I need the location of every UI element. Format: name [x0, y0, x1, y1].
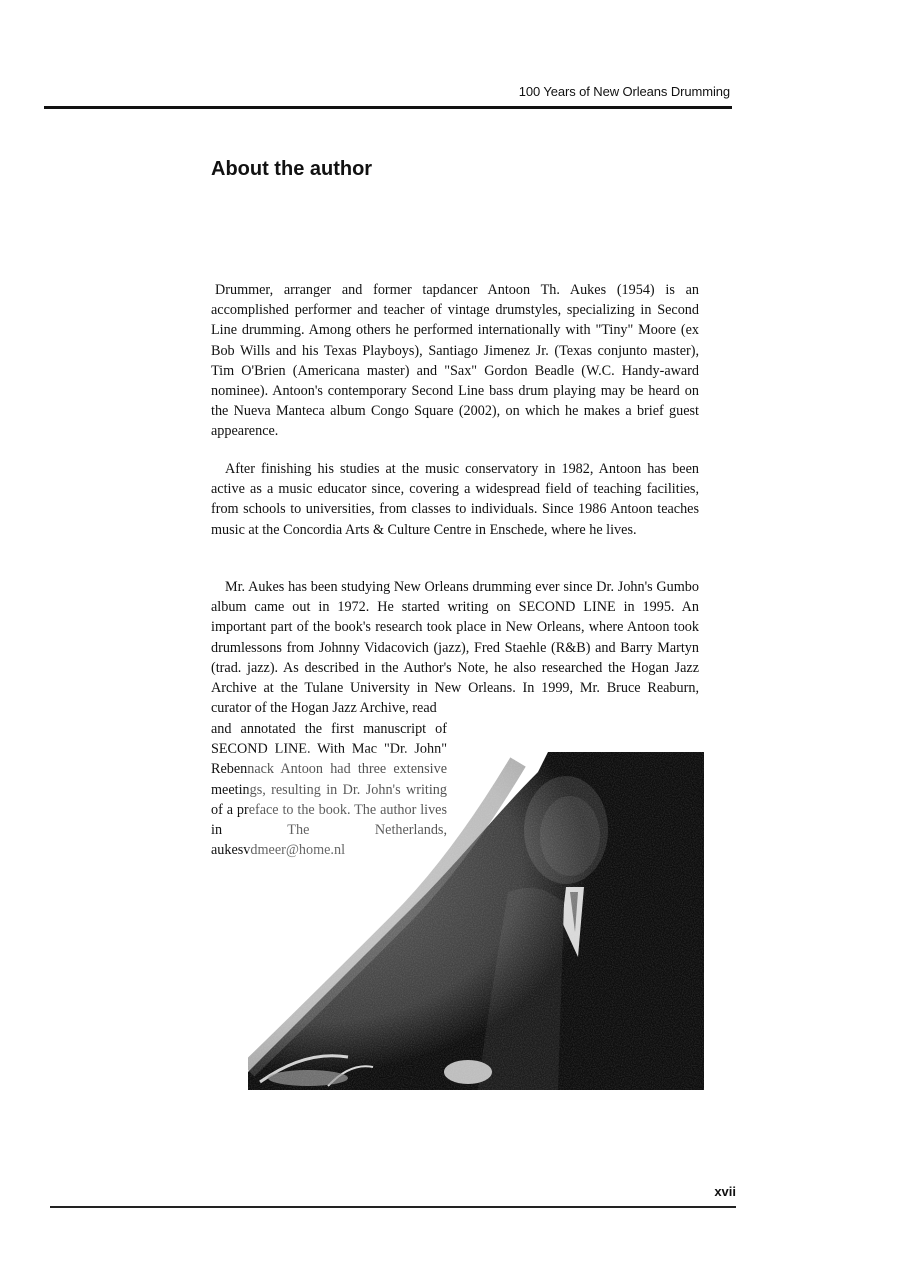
paragraph-bio: Drummer, arranger and former tapdancer Antoon Th. Aukes (1954) is an accomplished performer and teacher of vintage drumstyles, specializing in Second Line drumming. Among others he performed internationally with "Tiny" Moore (ex Bob Wills and his Texas Playboys), Santiago Jimenez Jr. (Texas conjunto master), Tim O'Brien (Americana master) and "Sax" Gordon Beadle (W.C. Handy-award nominee). Antoon's contemporary Second Line bass drum playing may be heard on the Nueva Manteca album Congo Square (2002), on which he makes a brief guest appearence. [211, 282, 699, 440]
paragraph-education: After finishing his studies at the music conservatory in 1982, Antoon has been active as a music educator since, covering a widespread field of teaching facilities, from schools to universities, from classes to individuals. Since 1986 Antoon teaches music at the Concordia Arts & Culture Centre in Enschede, where he lives. [211, 461, 699, 538]
section-title: About the author [211, 158, 373, 180]
page-number: xvii [714, 1184, 736, 1199]
running-head: 100 Years of New Orleans Drumming [518, 84, 730, 99]
paragraph-research-continued: and annotated the first manuscript of SECOND LINE. With Mac "Dr. John" Rebennack Antoon had three extensive meetings, resulting in Dr. John's writing of a preface to the book. The author lives in The Netherlands, aukesvdmeer@home.nl [211, 721, 447, 859]
footer-rule [50, 1206, 736, 1208]
header-rule [44, 106, 732, 109]
paragraph-research: Mr. Aukes has been studying New Orleans drumming ever since Dr. John's Gumbo album came out in 1972. He started writing on SECOND LINE in 1995. An important part of the book's research took place in New Orleans, where Antoon took drumlessons from Johnny Vidacovich (jazz), Fred Staehle (R&B) and Barry Martyn (trad. jazz). As described in the Author's Note, he also researched the Hogan Jazz Archive at the Tulane University in New Orleans. In 1999, Mr. Bruce Reaburn, curator of the Hogan Jazz Archive, read [211, 579, 699, 717]
author-photo [248, 752, 704, 1090]
